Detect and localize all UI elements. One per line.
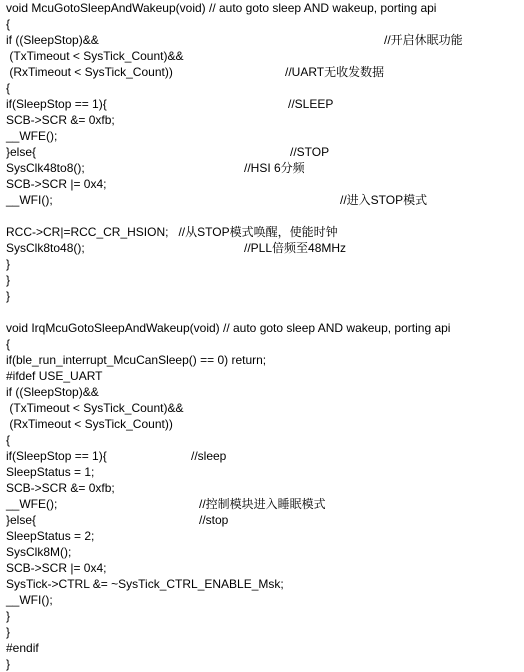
code-line: SysClk8M();	[6, 545, 72, 559]
code-line: #endif	[6, 641, 39, 655]
code-line: if ((SleepStop)&&	[6, 385, 99, 399]
code-line: #ifdef USE_UART	[6, 369, 103, 383]
code-line: SleepStatus = 2;	[6, 529, 95, 543]
code-line: SCB->SCR &= 0xfb;	[6, 113, 115, 127]
code-comment: //PLL倍频至48MHz	[244, 241, 347, 255]
code-line: (TxTimeout < SysTick_Count)&&	[6, 49, 184, 63]
code-line: {	[6, 81, 11, 95]
code-line: (RxTimeout < SysTick_Count))	[6, 417, 173, 431]
code-comment: //SLEEP	[288, 97, 334, 111]
code-line: }	[6, 609, 11, 623]
code-line: SCB->SCR |= 0x4;	[6, 561, 107, 575]
code-line: if(SleepStop == 1){	[6, 449, 107, 463]
code-line: {	[6, 433, 11, 447]
code-line: if ((SleepStop)&&	[6, 33, 99, 47]
code-line: void McuGotoSleepAndWakeup(void) // auto goto sleep AND wakeup, porting api	[6, 1, 437, 15]
code-line: }	[6, 625, 11, 639]
code-line: }	[6, 273, 11, 287]
code-line: __WFE();	[6, 497, 58, 511]
code-line: __WFI();	[6, 193, 53, 207]
code-comment: //STOP	[290, 145, 330, 159]
code-comment: //进入STOP模式	[340, 193, 428, 207]
code-comment: //控制模块进入睡眠模式	[199, 497, 326, 511]
code-comment: //开启休眠功能	[384, 33, 463, 47]
code-line: }	[6, 257, 11, 271]
code-comment: //HSI 6分频	[244, 161, 305, 175]
code-line: SleepStatus = 1;	[6, 465, 95, 479]
code-line: RCC->CR|=RCC_CR_HSION; //从STOP模式唤醒，使能时钟	[6, 225, 338, 239]
code-line: }else{	[6, 145, 37, 159]
code-line: {	[6, 337, 11, 351]
code-line: }	[6, 289, 11, 303]
code-line: (RxTimeout < SysTick_Count))	[6, 65, 173, 79]
code-line: }	[6, 657, 11, 671]
code-line: }else{	[6, 513, 37, 527]
code-comment: //UART无收发数据	[285, 65, 385, 79]
code-line: {	[6, 17, 11, 31]
code-line: SCB->SCR |= 0x4;	[6, 177, 107, 191]
code-comment: //stop	[199, 513, 229, 527]
code-line: if(SleepStop == 1){	[6, 97, 107, 111]
code-line: __WFE();	[6, 129, 58, 143]
code-line: SysTick->CTRL &= ~SysTick_CTRL_ENABLE_Msk;	[6, 577, 284, 591]
code-line: if(ble_run_interrupt_McuCanSleep() == 0) return;	[6, 353, 267, 367]
code-line: __WFI();	[6, 593, 53, 607]
code-line: (TxTimeout < SysTick_Count)&&	[6, 401, 184, 415]
code-line: SysClk48to8();	[6, 161, 85, 175]
code-line: SysClk8to48();	[6, 241, 85, 255]
code-line: void IrqMcuGotoSleepAndWakeup(void) // auto goto sleep AND wakeup, porting api	[6, 321, 451, 335]
code-comment: //sleep	[191, 449, 227, 463]
code-line: SCB->SCR &= 0xfb;	[6, 481, 115, 495]
